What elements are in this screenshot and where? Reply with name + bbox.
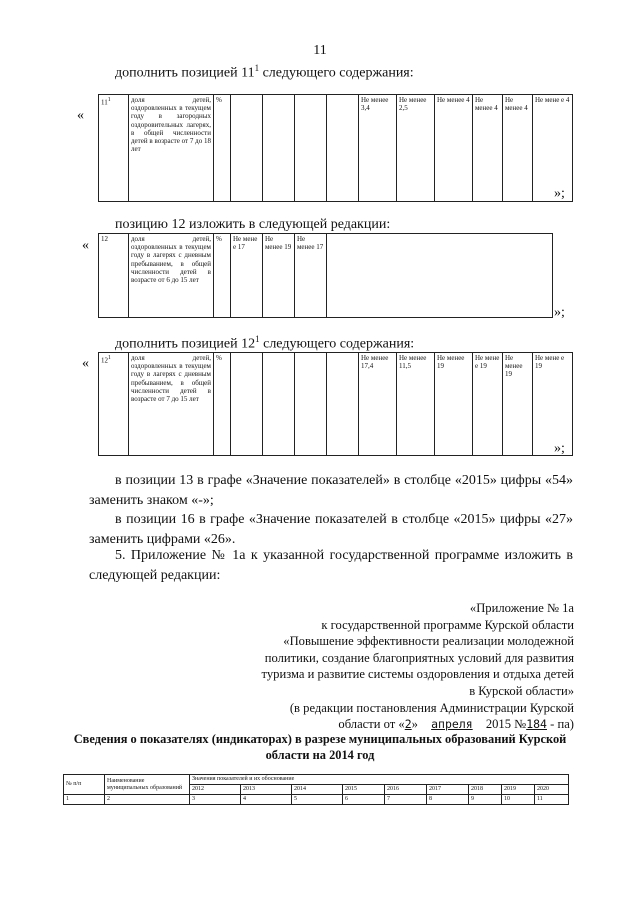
appendix-caption xyxy=(240,600,574,733)
unit-cell: % xyxy=(214,95,231,202)
unit-cell: % xyxy=(214,234,231,318)
value-cell: Не менее 2,5 xyxy=(397,95,435,202)
value-cell xyxy=(327,95,359,202)
indicator-description: доля детей, оздоровленных в текущем году в загородных оздоровительных лагерях, в общей численности детей в возрасте от 7 до 18 лет xyxy=(129,95,214,202)
value-cell xyxy=(263,353,295,456)
appendix-line: «Повышение эффективности реализации молодежной xyxy=(283,634,574,649)
paragraph-appendix-1a: 5. Приложение № 1а к указанной государственной программе изложить в следующей редакции: xyxy=(89,548,573,583)
column-number: 9 xyxy=(469,795,502,805)
value-cell: Не мене е 4 xyxy=(533,95,573,202)
value-cell: Не менее 17,4 xyxy=(359,353,397,456)
year-header: 2017 xyxy=(427,785,469,795)
column-number: 2 xyxy=(105,795,190,805)
value-cell: Не менее 4 xyxy=(503,95,533,202)
position-number: $12^1$ xyxy=(99,353,129,456)
appendix-line: «Приложение № 1а xyxy=(469,601,574,615)
instruction-add-12-1: дополнить позицией $12^1$ следующего содержания: xyxy=(115,334,415,352)
indicator-description: доля детей, оздоровленных в текущем году в лагерях с дневным пребыванием, в общей численности детей в возрасте от 6 до 15 лет xyxy=(129,234,214,318)
position-12-1-table xyxy=(98,352,573,456)
indicators-heading xyxy=(60,731,580,763)
heading-line: Сведения о показателях (индикаторах) в разрезе муниципальных образований Курской xyxy=(73,732,567,746)
year-header: 2014 xyxy=(292,785,343,795)
closing-quote: »; xyxy=(554,305,565,320)
paragraph-position-16: в позиции 16 в графе «Значение показателей в столбце «2015» цифры «27» заменить цифрами «26». xyxy=(89,512,573,547)
column-number: 11 xyxy=(535,795,569,805)
value-cell xyxy=(295,95,327,202)
col-header-number: № п/п xyxy=(64,775,105,795)
col-header-values: Значения показателей и их обоснование xyxy=(190,775,569,785)
value-cell: Не менее 4 xyxy=(473,95,503,202)
appendix-day: 2 xyxy=(404,717,412,732)
year-header: 2013 xyxy=(241,785,292,795)
appendix-line: к государственной программе Курской области xyxy=(321,617,574,632)
unit-cell: % xyxy=(214,353,231,456)
column-number: 7 xyxy=(385,795,427,805)
municipal-indicators-table xyxy=(63,774,569,805)
value-cell xyxy=(231,353,263,456)
year-header: 2019 xyxy=(502,785,535,795)
value-cell: Не менее 4 xyxy=(435,95,473,202)
col-header-municipality: Наименование муниципальных образований xyxy=(105,775,190,795)
column-number: 1 xyxy=(64,795,105,805)
column-number: 10 xyxy=(502,795,535,805)
appendix-line: туризма и развитие системы оздоровления и отдыха детей xyxy=(261,667,574,682)
empty-cell xyxy=(327,234,553,318)
value-cell: Не менее 11,5 xyxy=(397,353,435,456)
value-cell: Не менее 19 xyxy=(435,353,473,456)
instruction-add-11-1: дополнить позицией $11^1$ следующего содержания: xyxy=(115,63,414,81)
appendix-number: 184 xyxy=(526,717,547,732)
appendix-date-line: области от «2» апреля 2015 №184 - па) xyxy=(338,717,574,732)
value-cell: Не мене е 17 xyxy=(231,234,263,318)
value-cell: Не менее 17 xyxy=(295,234,327,318)
column-number: 5 xyxy=(292,795,343,805)
value-cell: Не менее 19 xyxy=(263,234,295,318)
year-header: 2020 xyxy=(535,785,569,795)
indicator-description: доля детей, оздоровленных в текущем году в лагерях с дневным пребыванием, в общей численности детей в возрасте от 7 до 15 лет xyxy=(129,353,214,456)
value-cell: Не менее 3,4 xyxy=(359,95,397,202)
year-header: 2015 xyxy=(343,785,385,795)
heading-line: области на 2014 год xyxy=(265,748,375,762)
year-header: 2016 xyxy=(385,785,427,795)
column-number: 6 xyxy=(343,795,385,805)
position-12-table xyxy=(98,233,553,318)
closing-quote: »; xyxy=(554,441,565,456)
year-header: 2012 xyxy=(190,785,241,795)
value-cell: Не менее 19 xyxy=(503,353,533,456)
value-cell xyxy=(327,353,359,456)
column-number: 8 xyxy=(427,795,469,805)
year-header: 2018 xyxy=(469,785,502,795)
position-number: $11^1$ xyxy=(99,95,129,202)
instruction-position-12: позицию 12 изложить в следующей редакции: xyxy=(115,217,391,232)
opening-quote: « xyxy=(77,108,84,123)
opening-quote: « xyxy=(82,238,89,253)
position-number: 12 xyxy=(99,234,129,318)
value-cell: Не мене е 19 xyxy=(533,353,573,456)
appendix-line: (в редакции постановления Администрации Курской xyxy=(289,700,574,715)
value-cell xyxy=(295,353,327,456)
paragraph-position-13: в позиции 13 в графе «Значение показателей» в столбце «2015» цифры «54» заменить знаком «-»; xyxy=(89,473,573,508)
value-cell xyxy=(231,95,263,202)
column-number: 4 xyxy=(241,795,292,805)
opening-quote: « xyxy=(82,356,89,371)
column-number: 3 xyxy=(190,795,241,805)
value-cell xyxy=(263,95,295,202)
page-number: 11 xyxy=(313,43,327,58)
appendix-line: политики, создание благоприятных условий для развития xyxy=(264,650,574,665)
closing-quote: »; xyxy=(554,186,565,201)
appendix-month: апреля xyxy=(431,717,473,732)
value-cell: Не мене е 19 xyxy=(473,353,503,456)
appendix-line: в Курской области» xyxy=(469,683,574,698)
position-11-1-table xyxy=(98,94,573,202)
